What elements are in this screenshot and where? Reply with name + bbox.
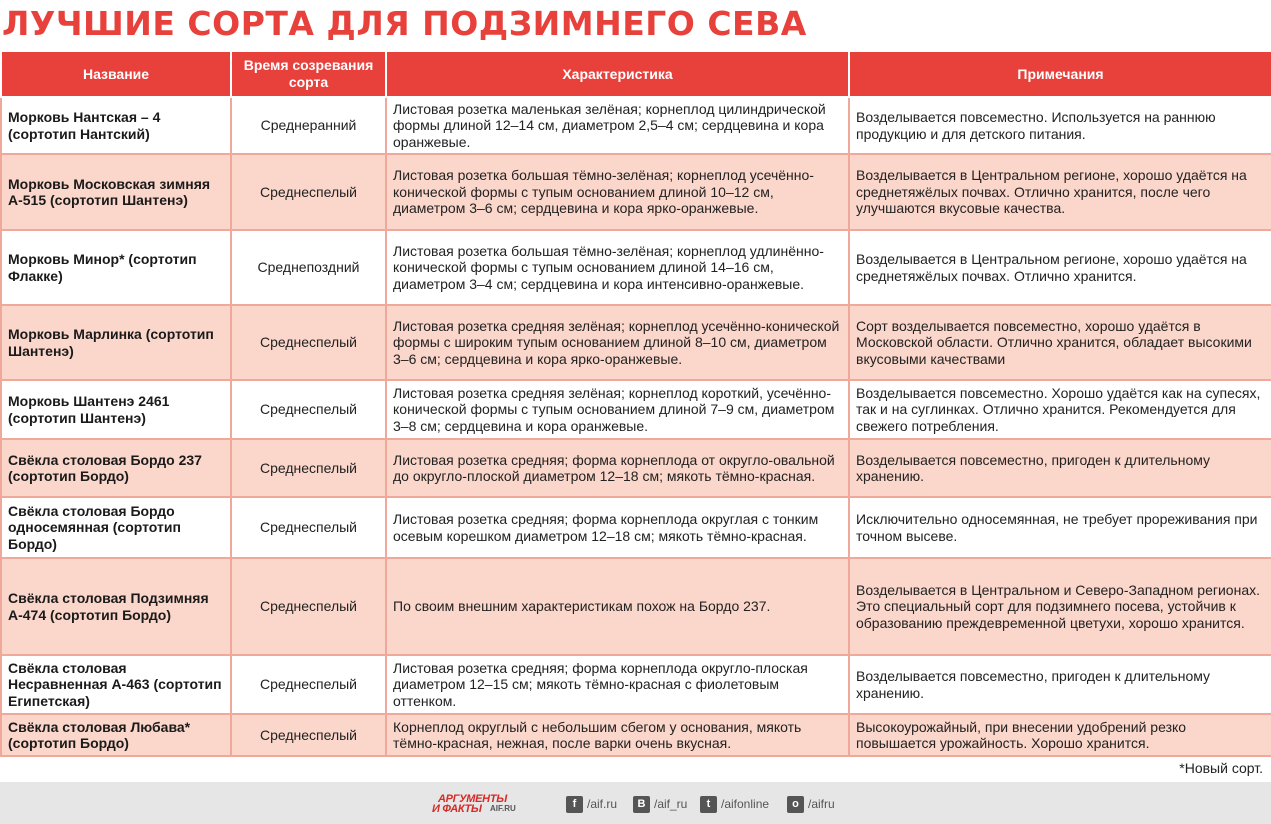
facebook-icon: f — [566, 796, 583, 813]
table-header-row — [1, 51, 1271, 97]
variety-note: Возделывается в Центральном регионе, хорошо удаётся на среднетяжёлых почвах. Отлично хранится, после чего улучшаются вкусовые качества. — [849, 154, 1271, 230]
variety-description: Листовая розетка большая тёмно-зелёная; корнеплод удлинённо-конической формы с тупым основанием длиной 14–16 см, диаметром 3–4 см; сердцевина и кора интенсивно-оранжевые. — [386, 230, 849, 305]
variety-description: Листовая розетка средняя; форма корнеплода от округло-овальной до округло-плоской диаметром 12–18 см; мякоть тёмно-красная. — [386, 439, 849, 497]
logo-line-2: И ФАКТЫ — [432, 803, 482, 815]
ripening-time: Среднеспелый — [231, 714, 386, 756]
ripening-time: Среднепоздний — [231, 230, 386, 305]
variety-note: Высокоурожайный, при внесении удобрений резко повышается урожайность. Хорошо хранится. — [849, 714, 1271, 756]
column-header-description: Характеристика — [386, 51, 849, 97]
column-header-name: Название — [1, 51, 231, 97]
variety-note: Исключительно односемянная, не требует прореживания при точном высеве. — [849, 497, 1271, 558]
ripening-time: Среднеранний — [231, 97, 386, 154]
variety-name: Морковь Марлинка (сортотип Шантенэ) — [1, 305, 231, 380]
ripening-time: Среднеспелый — [231, 380, 386, 439]
table-row — [1, 497, 1271, 558]
variety-description: Корнеплод округлый с небольшим сбегом у основания, мякоть тёмно-красная, нежная, после варки очень вкусная. — [386, 714, 849, 756]
social-link-odnoklassniki[interactable] — [787, 795, 835, 813]
ripening-time: Среднеспелый — [231, 558, 386, 655]
social-label: /aif_ru — [654, 797, 688, 811]
variety-name: Свёкла столовая Подзимняя А-474 (сортотип Бордо) — [1, 558, 231, 655]
variety-description: Листовая розетка большая тёмно-зелёная; корнеплод усечённо-конической формы с тупым основанием длиной 10–12 см, диаметром 3–6 см; сердцевина и кора ярко-оранжевые. — [386, 154, 849, 230]
variety-name: Морковь Шантенэ 2461 (сортотип Шантенэ) — [1, 380, 231, 439]
variety-note: Возделывается в Центральном регионе, хорошо удаётся на среднетяжёлых почвах. Отлично хранится. — [849, 230, 1271, 305]
variety-description: Листовая розетка средняя зелёная; корнеплод усечённо-конической формы с широким тупым основанием длиной 8–10 см, диаметром 3–6 см; сердцевина и кора ярко-оранжевые. — [386, 305, 849, 380]
variety-note: Возделывается повсеместно. Используется на раннюю продукцию и для детского питания. — [849, 97, 1271, 154]
social-label: /aif.ru — [587, 797, 618, 811]
table-row — [1, 439, 1271, 497]
variety-description: Листовая розетка средняя зелёная; корнеплод короткий, усечённо-конической формы с тупым основанием длиной 7–9 см, диаметром 3–8 см; сердцевина и кора оранжевые. — [386, 380, 849, 439]
social-label: /aifonline — [721, 797, 770, 811]
ripening-time: Среднеспелый — [231, 154, 386, 230]
social-link-twitter[interactable] — [700, 795, 769, 813]
table-row — [1, 655, 1271, 714]
logo-url: AIF.RU — [490, 804, 516, 813]
variety-name: Морковь Московская зимняя А-515 (сортотип Шантенэ) — [1, 154, 231, 230]
social-link-vkontakte[interactable] — [633, 795, 687, 813]
aif-logo[interactable] — [432, 793, 528, 815]
variety-description: По своим внешним характеристикам похож на Бордо 237. — [386, 558, 849, 655]
variety-name: Морковь Нантская – 4 (сортотип Нантский) — [1, 97, 231, 154]
variety-note: Возделывается повсеместно, пригоден к длительному хранению. — [849, 439, 1271, 497]
variety-note: Сорт возделывается повсеместно, хорошо удаётся в Московской области. Отлично хранится, обладает высокими вкусовыми качествами — [849, 305, 1271, 380]
variety-name: Свёкла столовая Бордо 237 (сортотип Бордо) — [1, 439, 231, 497]
ripening-time: Среднеспелый — [231, 655, 386, 714]
variety-note: Возделывается повсеместно, пригоден к длительному хранению. — [849, 655, 1271, 714]
variety-name: Свёкла столовая Несравненная А-463 (сортотип Египетская) — [1, 655, 231, 714]
page-title: ЛУЧШИЕ СОРТА ДЛЯ ПОДЗИМНЕГО СЕВА — [2, 4, 807, 43]
variety-description: Листовая розетка средняя; форма корнеплода округлая с тонким осевым корешком диаметром 12–18 см; мякоть тёмно-красная. — [386, 497, 849, 558]
table-row — [1, 558, 1271, 655]
odnoklassniki-icon: o — [787, 796, 804, 813]
logo-line-1: АРГУМЕНТЫ — [438, 793, 507, 805]
twitter-icon: t — [700, 796, 717, 813]
varieties-table — [0, 50, 1271, 757]
vkontakte-icon: B — [633, 796, 650, 813]
social-label: /aifru — [808, 797, 835, 811]
ripening-time: Среднеспелый — [231, 305, 386, 380]
ripening-time: Среднеспелый — [231, 497, 386, 558]
footnote: *Новый сорт. — [1179, 760, 1263, 776]
column-header-time: Время созревания сорта — [231, 51, 386, 97]
variety-name: Морковь Минор* (сортотип Флакке) — [1, 230, 231, 305]
column-header-notes: Примечания — [849, 51, 1271, 97]
table-row — [1, 380, 1271, 439]
table-row — [1, 154, 1271, 230]
variety-name: Свёкла столовая Бордо односемянная (сортотип Бордо) — [1, 497, 231, 558]
variety-description: Листовая розетка маленькая зелёная; корнеплод цилиндрической формы длиной 12–14 см, диаметром 2,5–4 см; сердцевина и кора оранжевые. — [386, 97, 849, 154]
table-row — [1, 714, 1271, 756]
ripening-time: Среднеспелый — [231, 439, 386, 497]
variety-name: Свёкла столовая Любава* (сортотип Бордо) — [1, 714, 231, 756]
table-row — [1, 230, 1271, 305]
variety-note: Возделывается в Центральном и Северо-Западном регионах. Это специальный сорт для подзимнего посева, устойчив к образованию преждевременной цветухи, хорошо хранится. — [849, 558, 1271, 655]
table-row — [1, 305, 1271, 380]
table-row — [1, 97, 1271, 154]
variety-description: Листовая розетка средняя; форма корнеплода округло-плоская диаметром 12–15 см; мякоть тёмно-красная с фиолетовым оттенком. — [386, 655, 849, 714]
variety-note: Возделывается повсеместно. Хорошо удаётся как на супесях, так и на суглинках. Отлично хранится. Рекомендуется для свежего потребления. — [849, 380, 1271, 439]
social-link-facebook[interactable] — [566, 795, 617, 813]
footer — [0, 782, 1271, 824]
